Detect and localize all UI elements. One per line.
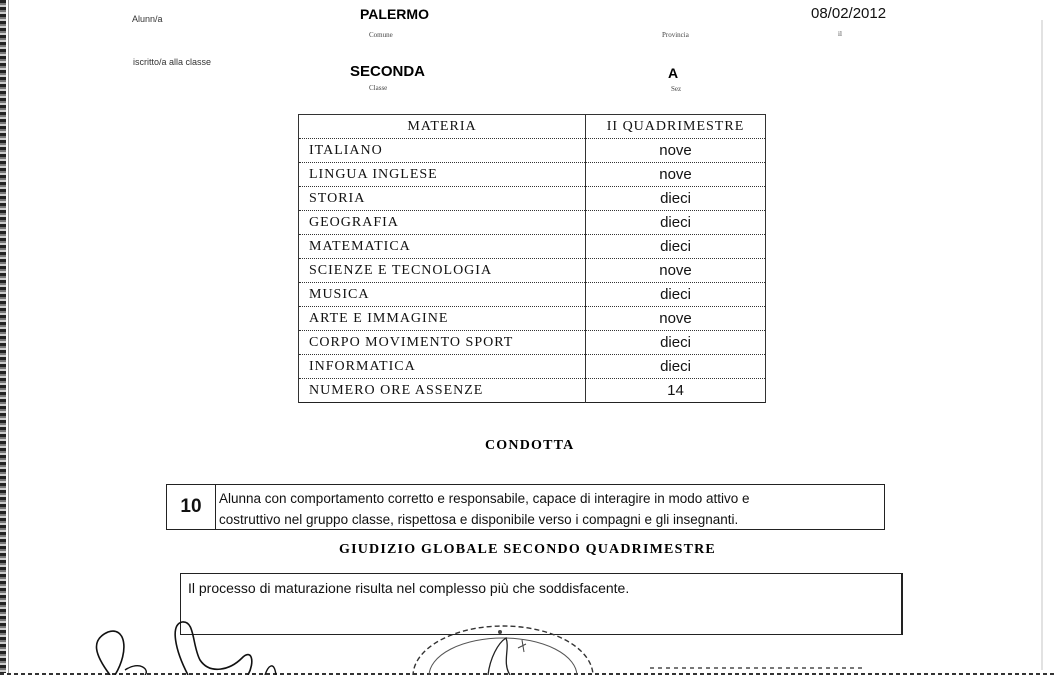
subject-cell: GEOGRAFIA [299, 211, 586, 235]
handwritten-signature [70, 600, 310, 675]
grade-cell: dieci [586, 355, 766, 379]
document-date: 08/02/2012 [811, 5, 887, 22]
column-header-grade: II QUADRIMESTRE [586, 115, 766, 139]
column-header-subject: MATERIA [299, 115, 586, 139]
grade-cell: nove [586, 259, 766, 283]
label-classe: Classe [369, 84, 388, 92]
grade-cell: nove [586, 163, 766, 187]
grade-cell: dieci [586, 211, 766, 235]
subject-cell: LINGUA INGLESE [299, 163, 586, 187]
city: PALERMO [360, 6, 429, 22]
conduct-score: 10 [167, 485, 216, 529]
table-row [299, 355, 766, 379]
label-alunno: Alunn/a [132, 14, 163, 24]
subject-cell: SCIENZE E TECNOLOGIA [299, 259, 586, 283]
table-row [299, 283, 766, 307]
grade-cell: nove [586, 307, 766, 331]
grade-cell: dieci [586, 283, 766, 307]
grade-cell: dieci [586, 187, 766, 211]
subject-cell: MUSICA [299, 283, 586, 307]
grades-header-row [299, 115, 766, 139]
grades-table [298, 114, 766, 403]
table-row [299, 163, 766, 187]
table-row [299, 379, 766, 403]
class-section: A [668, 65, 679, 81]
label-sez: Sez [671, 85, 682, 93]
grade-cell: 14 [586, 379, 766, 403]
school-stamp [398, 618, 608, 675]
class-name: SECONDA [350, 63, 426, 80]
grade-cell: dieci [586, 235, 766, 259]
conduct-box [166, 484, 885, 530]
conduct-title: CONDOTTA [485, 438, 575, 453]
global-judgement-text: Il processo di maturazione risulta nel complesso più che soddisfacente. [188, 580, 630, 596]
scan-edge-left [0, 0, 6, 675]
footer-dotted-line [650, 667, 865, 669]
scan-edge-right [1041, 20, 1043, 670]
subject-cell: CORPO MOVIMENTO SPORT [299, 331, 586, 355]
label-comune: Comune [369, 31, 393, 39]
global-judgement-title: GIUDIZIO GLOBALE SECONDO QUADRIMESTRE [339, 542, 716, 557]
conduct-text [219, 488, 879, 530]
subject-cell: ITALIANO [299, 139, 586, 163]
subject-cell: MATEMATICA [299, 235, 586, 259]
grade-cell: nove [586, 139, 766, 163]
label-provincia: Provincia [662, 31, 689, 39]
table-row [299, 139, 766, 163]
table-row [299, 307, 766, 331]
table-row [299, 259, 766, 283]
label-iscritto: iscritto/a alla classe [133, 57, 212, 67]
subject-cell: STORIA [299, 187, 586, 211]
table-row [299, 187, 766, 211]
scan-edge-line [8, 0, 9, 675]
table-row [299, 331, 766, 355]
subject-cell: INFORMATICA [299, 355, 586, 379]
conduct-text-line-2: costruttivo nel gruppo classe, rispettosa e disponibile verso i compagni e gli insegnanti. [219, 512, 739, 527]
subject-cell: NUMERO ORE ASSENZE [299, 379, 586, 403]
label-il: il [838, 30, 842, 38]
subject-cell: ARTE E IMMAGINE [299, 307, 586, 331]
grade-cell: dieci [586, 331, 766, 355]
table-row [299, 211, 766, 235]
table-row [299, 235, 766, 259]
conduct-text-line-1: Alunna con comportamento corretto e responsabile, capace di interagire in modo attivo e [219, 491, 750, 506]
